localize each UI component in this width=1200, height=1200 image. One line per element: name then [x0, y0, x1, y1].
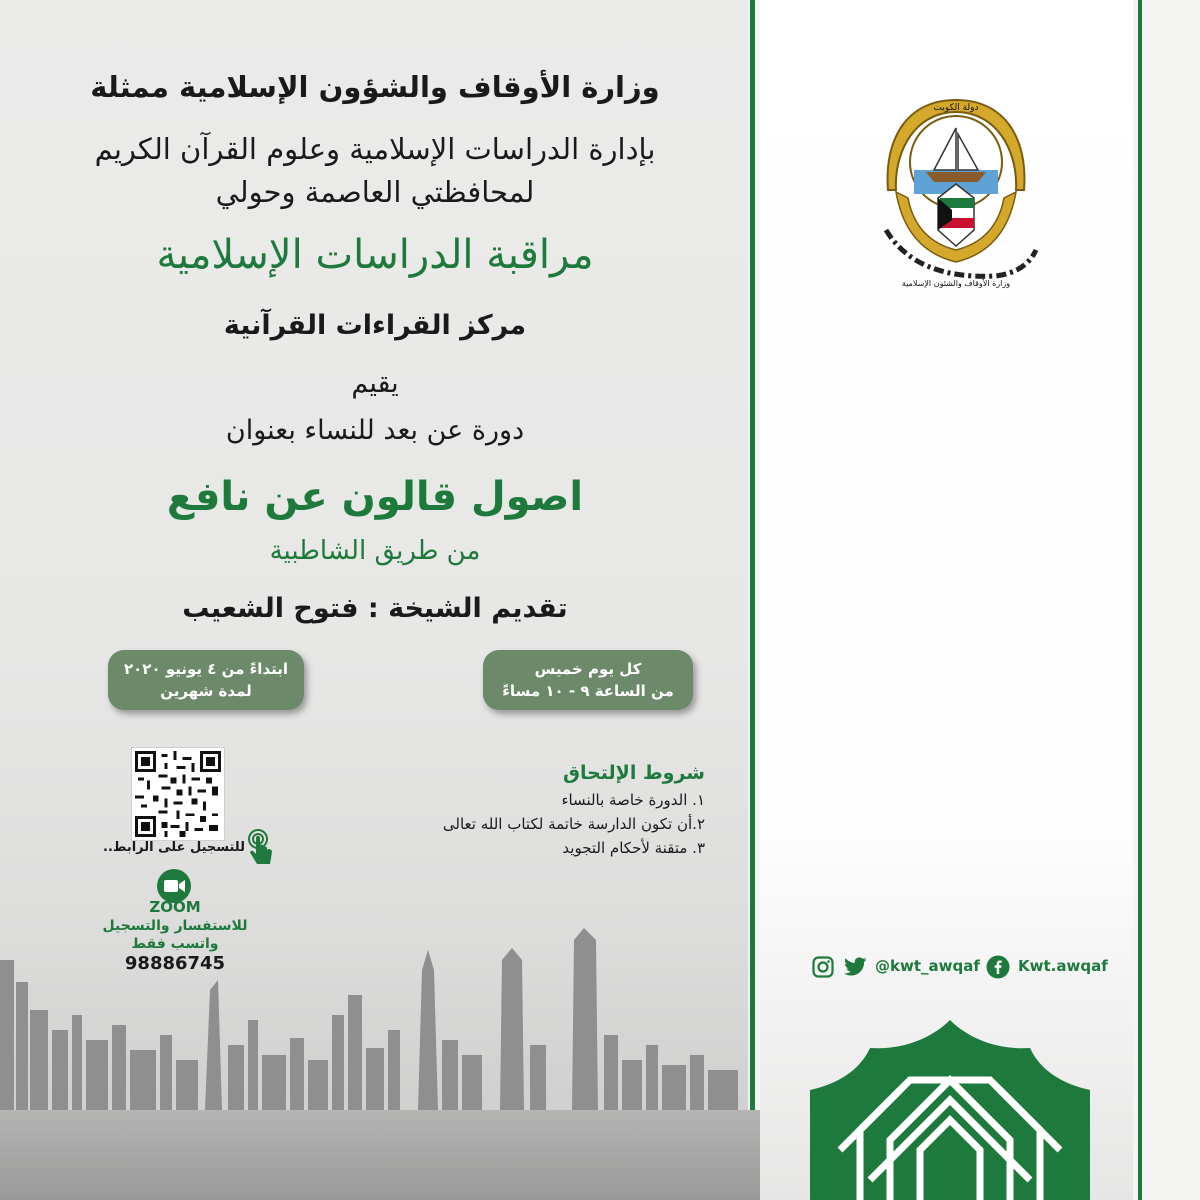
start-date: ابتداءً من ٤ يونيو ٢٠٢٠ [123, 660, 289, 678]
instagram-icon[interactable] [812, 956, 834, 978]
schedule-day-badge [483, 650, 693, 710]
governorates-line: لمحافظتي العاصمة وحولي [215, 175, 535, 209]
department-title: مراقبة الدراسات الإسلامية [156, 232, 594, 278]
registration-qr-code[interactable] [132, 748, 224, 840]
presents-text: يقيم [351, 368, 399, 399]
admission-conditions [330, 762, 705, 860]
schedule-start-badge [108, 650, 304, 710]
social-media-bar [808, 952, 1118, 982]
center-name: مركز القراءات القرآنية [223, 310, 527, 341]
facebook-handle[interactable]: Kwt.awqaf [1018, 957, 1108, 975]
schedule-time: من الساعة ٩ - ١٠ مساءً [502, 682, 674, 700]
course-intro: دورة عن بعد للنساء بعنوان [225, 415, 525, 446]
islamic-knot-ornament [800, 1020, 1100, 1200]
emblem-bottom-text: وزارة الأوقاف والشئون الإسلامية [901, 279, 1011, 288]
condition-item: ٣. متقنة لأحكام التجويد [562, 839, 705, 857]
conditions-title: شروط الإلتحاق [562, 762, 705, 784]
condition-item: ٢.أن تكون الدارسة خاتمة لكتاب الله تعالى [442, 815, 705, 833]
presenter-line: تقديم الشيخة : فتوح الشعيب [182, 593, 568, 624]
twitter-icon[interactable] [844, 956, 868, 978]
emblem-top-text: دولة الكويت [933, 103, 979, 113]
facebook-icon[interactable] [986, 955, 1010, 979]
schedule-day: كل يوم خميس [534, 660, 642, 678]
course-title: اصول قالون عن نافع [166, 474, 584, 520]
inquiry-text: للاستفسار والتسجيل [102, 918, 248, 934]
department-line: بإدارة الدراسات الإسلامية وعلوم القرآن الكريم [94, 132, 656, 166]
green-divider-right [1138, 0, 1142, 1200]
registration-link-text[interactable]: للتسجيل على الرابط.. [103, 840, 245, 855]
ministry-emblem-logo [866, 80, 1046, 290]
whatsapp-only-text: واتسب فقط [131, 936, 219, 952]
course-subtitle: من طريق الشاطبية [269, 536, 481, 566]
registration-link-row[interactable] [85, 828, 280, 868]
twitter-instagram-handle[interactable]: @kwt_awqaf [875, 957, 980, 975]
condition-item: ١. الدورة خاصة بالنساء [561, 791, 705, 809]
phone-number[interactable]: 98886745 [124, 953, 226, 974]
duration: لمدة شهرين [160, 682, 252, 700]
tap-hand-icon [244, 828, 276, 866]
ministry-name-line: وزارة الأوقاف والشؤون الإسلامية ممثلة [90, 70, 660, 104]
zoom-label: ZOOM [149, 898, 201, 916]
